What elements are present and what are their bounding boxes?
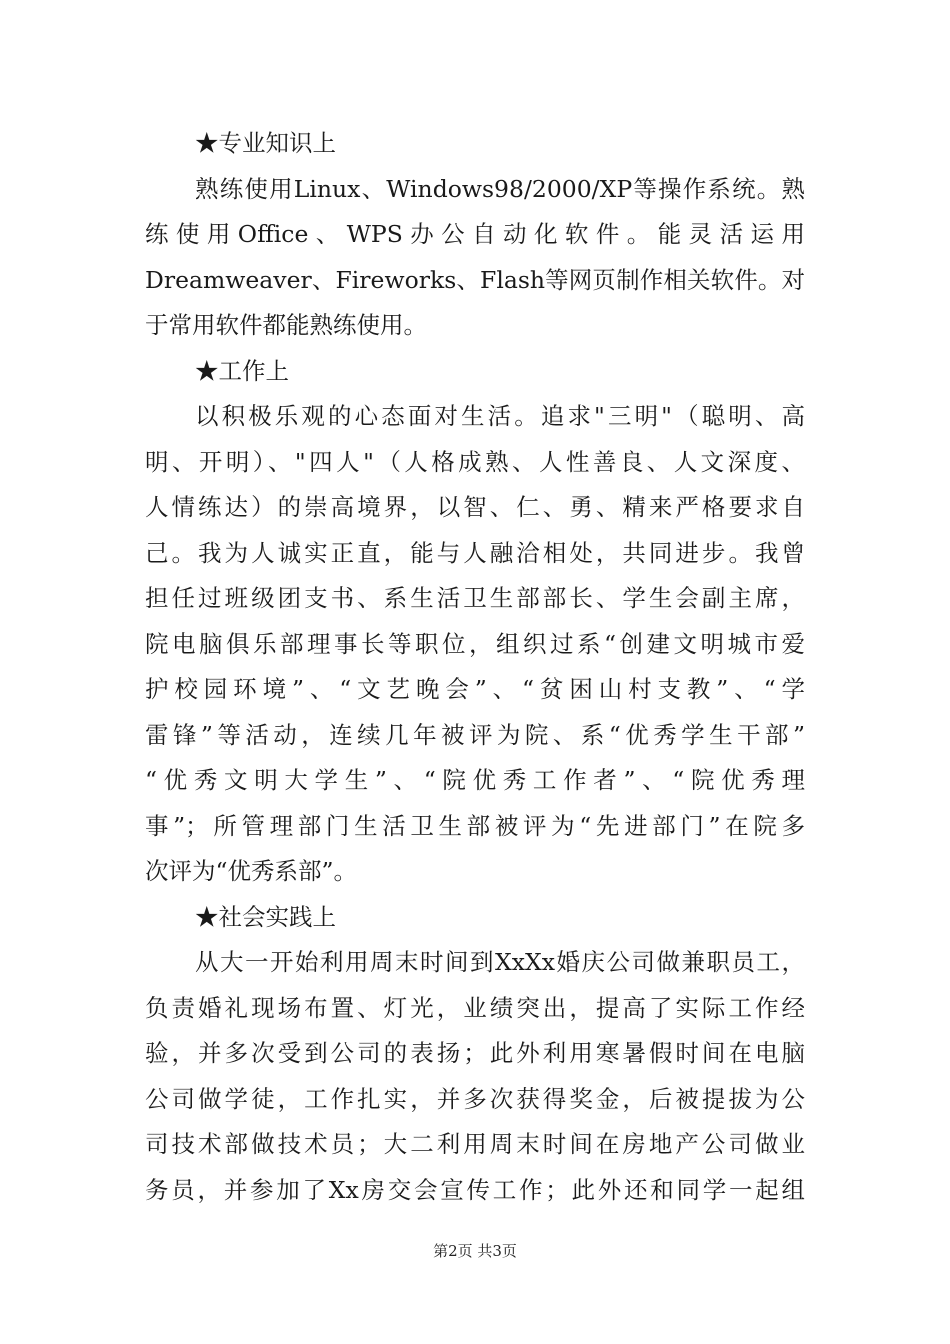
paragraph-line: 验，并多次受到公司的表扬；此外利用寒暑假时间在电脑 bbox=[145, 1039, 805, 1067]
paragraph-line: 公司做学徒，工作扎实，并多次获得奖金，后被提拔为公 bbox=[145, 1084, 805, 1113]
page-footer: 第2页 共3页 bbox=[433, 1242, 517, 1260]
section-heading: ★工作上 bbox=[195, 356, 289, 385]
paragraph-line: 己。我为人诚实正直，能与人融洽相处，共同进步。我曾 bbox=[145, 538, 805, 567]
document-body bbox=[145, 121, 835, 1213]
paragraph-line: 次评为“优秀系部”。 bbox=[145, 857, 358, 885]
paragraph-line: 院电脑俱乐部理事长等职位，组织过系“创建文明城市爱 bbox=[145, 629, 805, 658]
paragraph-line: 务员，并参加了Xx房交会宣传工作；此外还和同学一起组 bbox=[145, 1175, 805, 1204]
paragraph-line: 于常用软件都能熟练使用。 bbox=[145, 311, 427, 339]
paragraph-line: 以积极乐观的心态面对生活。追求"三明"（聪明、高 bbox=[195, 402, 805, 430]
paragraph-line: 明、开明）、"四人"（人格成熟、人性善良、人文深度、 bbox=[145, 447, 805, 476]
paragraph-line: 从大一开始利用周末时间到XxXx婚庆公司做兼职员工， bbox=[195, 948, 805, 976]
paragraph-line: Dreamweaver、Fireworks、Flash等网页制作相关软件。对 bbox=[145, 265, 805, 294]
paragraph-line: “优秀文明大学生”、“院优秀工作者”、“院优秀理 bbox=[145, 766, 805, 794]
paragraph-line: 负责婚礼现场布置、灯光，业绩突出，提高了实际工作经 bbox=[145, 993, 805, 1022]
paragraph-line: 熟练使用Linux、Windows98/2000/XP等操作系统。熟 bbox=[195, 174, 805, 203]
paragraph-line: 司技术部做技术员；大二利用周末时间在房地产公司做业 bbox=[145, 1130, 805, 1158]
paragraph-line: 人情练达）的崇高境界，以智、仁、勇、精来严格要求自 bbox=[145, 493, 805, 521]
paragraph-line: 担任过班级团支书、系生活卫生部部长、学生会副主席， bbox=[145, 584, 805, 612]
paragraph-line: 雷锋”等活动，连续几年被评为院、系“优秀学生干部” bbox=[145, 720, 805, 749]
paragraph-line: 练使用Office、WPS办公自动化软件。能灵活运用 bbox=[145, 220, 805, 248]
section-heading: ★社会实践上 bbox=[195, 902, 336, 931]
paragraph-line: 护校园环境”、“文艺晚会”、“贫困山村支教”、“学 bbox=[145, 675, 805, 703]
paragraph-line: 事”；所管理部门生活卫生部被评为“先进部门”在院多 bbox=[145, 811, 805, 840]
section-heading: ★专业知识上 bbox=[195, 129, 336, 157]
